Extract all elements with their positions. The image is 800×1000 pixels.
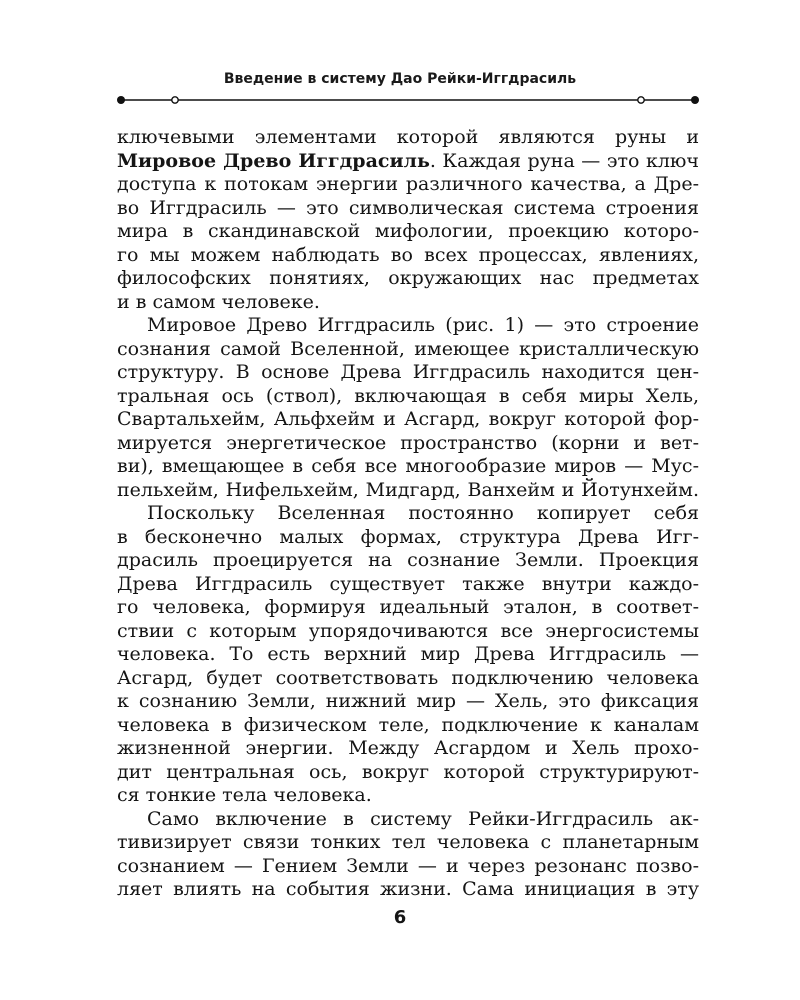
text-line: во Иггдрасиль — это символическая система строения xyxy=(117,196,699,219)
text-line: драсиль проецируется на сознание Земли. Проекция xyxy=(117,549,699,571)
text-line: человека в физическом теле, подключение к каналам xyxy=(117,713,699,736)
text-line: мира в скандинавской мифологии, проекцию которо- xyxy=(117,220,699,242)
text-line: ствии с которым упорядочиваются все энергосистемы xyxy=(117,619,699,642)
text-line: структуру. В основе Древа Иггдрасиль находится цен- xyxy=(117,361,699,383)
text-line: пельхейм, Нифельхейм, Мидгард, Ванхейм и Йотунхейм. xyxy=(117,478,699,501)
body-text xyxy=(117,126,699,902)
text-line: и в самом человеке. xyxy=(117,290,320,313)
running-header-title: Введение в систему Дао Рейки-Иггдрасиль xyxy=(223,71,577,87)
text-line: Древа Иггдрасиль существует также внутри каждо- xyxy=(117,572,699,595)
text-line: тральная ось (ствол), включающая в себя миры Хель, xyxy=(117,384,699,407)
text-line: к сознанию Земли, нижний мир — Хель, это фиксация xyxy=(117,690,699,712)
text-line: ключевыми элементами которой являются руны и xyxy=(117,126,699,148)
text-line: сознанием — Гением Земли — и через резонанс позво- xyxy=(117,854,699,877)
text-line: ся тонкие тела человека. xyxy=(117,784,372,806)
page-number: 6 xyxy=(393,907,407,928)
header-ornament-rule xyxy=(116,93,700,107)
text-line: доступа к потокам энергии различного качества, а Дре- xyxy=(117,173,699,195)
paragraph-first-line: Само включение в систему Рейки-Иггдрасиль ак- xyxy=(147,807,699,830)
text-line-with-bold-term: Мировое Древо Иггдрасиль. Каждая руна — это ключ xyxy=(117,149,699,172)
text-line: тивизирует связи тонких тел человека с планетарным xyxy=(117,831,699,853)
text-line: ви), вмещающее в себя все многообразие миров — Мус- xyxy=(117,455,699,477)
text-line: философских понятиях, окружающих нас предметах xyxy=(117,267,699,289)
text-line: сознания самой Вселенной, имеющее кристаллическую xyxy=(117,337,699,360)
text-line: мируется энергетическое пространство (корни и вет- xyxy=(117,431,699,454)
text-line: в бесконечно малых формах, структура Древа Игг- xyxy=(117,525,699,548)
text-line: Свартальхейм, Альфхейм и Асгард, вокруг которой фор- xyxy=(117,408,699,430)
paragraph-first-line: Мировое Древо Иггдрасиль (рис. 1) — это строение xyxy=(147,314,699,336)
text-line: человека. То есть верхний мир Древа Иггдрасиль — xyxy=(117,643,699,665)
text-line: го человека, формируя идеальный эталон, в соответ- xyxy=(117,596,699,618)
bold-term: Мировое Древо Иггдрасиль xyxy=(117,149,430,172)
text-line: ляет влиять на события жизни. Сама инициация в эту xyxy=(117,878,699,900)
text-line: жизненной энергии. Между Асгардом и Хель прохо- xyxy=(117,737,699,759)
text-line: дит центральная ось, вокруг которой структурируют- xyxy=(117,760,699,783)
text-line: Асгард, будет соответствовать подключению человека xyxy=(117,666,699,689)
text-line: го мы можем наблюдать во всех процессах, явлениях, xyxy=(117,243,699,266)
paragraph-first-line: Поскольку Вселенная постоянно копирует себя xyxy=(147,502,699,524)
